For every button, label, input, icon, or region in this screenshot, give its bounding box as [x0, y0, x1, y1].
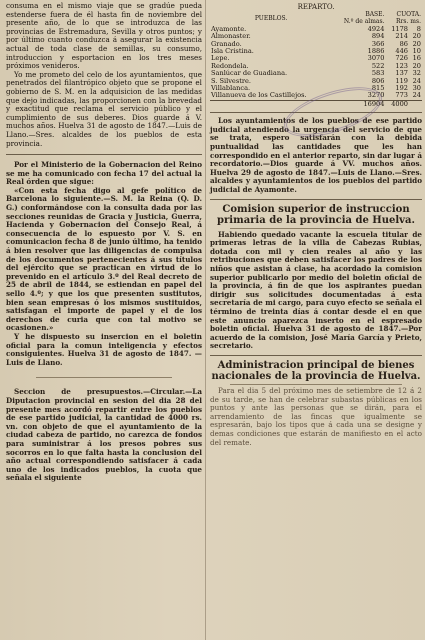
- cell-base: 806: [371, 76, 385, 85]
- cell-pueblo: Redondela.: [211, 61, 249, 70]
- cell-rrs: 86: [399, 39, 408, 48]
- cell-ms: 16: [412, 54, 421, 63]
- cell-pueblo: Villanueva de los Castillejos.: [211, 91, 307, 100]
- cell-base: 1886: [367, 47, 385, 56]
- column-divider: [205, 0, 206, 640]
- cell-pueblo: Lepe.: [211, 54, 230, 63]
- left-paragraph-6: Seccion de presupuestos.—Circular.—La Diputacion provincial en sesion del dia 28 del presente mes acordó repartir entre los pueblos de ese partido judicial, la cantidad de 4000 rs. vn. con objeto de que el ayuntamiento de la ciudad cabeza de partido, no carezca de fondos para suministrar á los presos pobres sus socorros en lo que falta hasta la conclusion del año actual correspondiendo satisfacer á cada uno de los indicados pueblos, la cuota que señala el siguiente: [6, 387, 202, 483]
- left-paragraph-2: Yo me prometo del celo de los ayuntamientos, que penetrados del filantrópico objeto que se propone el gobierno de S. M. en la adquisicion de las medidas que dejo indicadas, las proporcionen con la brevedad y exactitud que reclama el servicio público y el cumplimiento de sus deberes. Dios guarde á V. muchos años. Huelva 31 de agosto de 1847.—Luis de Llano.—Sres. alcaldes de los pueblos de esta provincia.: [6, 69, 202, 148]
- section-heading-instruccion: Comision superior de instruccion primaria de la provincia de Huelva.: [217, 203, 415, 226]
- col-cuota-sub: Rrs. ms.: [396, 18, 421, 26]
- left-paragraph-5: Y he dispuesto su insercion en el boletin oficial para la comun inteligencia y efectos consiguientes. Huelva 31 de agosto de 1847. —Luis de Llano.: [6, 331, 202, 367]
- cell-ms: 20: [412, 32, 421, 41]
- cell-ms: 30: [412, 84, 421, 93]
- section-rule: [6, 154, 202, 155]
- cell-rrs: 119: [395, 76, 408, 85]
- total-rrs: 4000: [385, 100, 409, 108]
- cell-ms: 24: [412, 91, 421, 100]
- cell-base: 522: [371, 61, 385, 70]
- cell-rrs: 773: [395, 91, 408, 100]
- cell-ms: 32: [412, 69, 421, 78]
- cell-ms: 20: [412, 39, 421, 48]
- cell-pueblo: Almonaster.: [211, 32, 251, 41]
- cell-base: 3070: [367, 54, 385, 63]
- table-row: [210, 48, 422, 55]
- short-rule: [230, 384, 402, 385]
- col-base-sub: N.º de almas.: [343, 18, 385, 26]
- reparto-table: [210, 11, 422, 108]
- table-row: [210, 33, 422, 40]
- left-paragraph-4: «Con esta fecha digo al gefe político de Barcelona lo siguiente.—S. M. la Reina (Q. D. G.) conformándose con la consulta dada por las secciones reunidas de Gracia y Justicia, Guerra, Hacienda y Gobernacion del Consejo Real, á consecuencia de lo espuesto por V. S. en comunicacion fecha 8 de junio último, ha tenido á bien resolver que las diligencias de compulsa de los documentos pertenecientes á sus títulos del ejército que se practican en virtud de lo prevenido en el artículo 3.º del Real decreto de 25 de abril de 1844, se estiendan en papel del sello 4.º; y que los que presenten sustitutos, bien sean empresas ó los mismos sustituidos, satisfagan el importe de papel y el de los derechos de curia que con tal motivo se ocasionen.»: [6, 185, 202, 333]
- left-column: [6, 0, 202, 483]
- left-paragraph-1: consuma en el mismo viaje que se gradúe pueda estenderse fuera de él hasta fin de noviembre del presente año, de lo que se introduzca de las provincias de Estremadura, Sevilla y otros puntos; y por último cuanto conduzca á asegurar la existencia actual de toda clase de semillas, su consumo, introduccion y esportacion en los tres meses próximos venideros.: [6, 1, 202, 71]
- table-title: REPARTO.: [297, 3, 335, 11]
- cell-ms: 24: [412, 76, 421, 85]
- col-base-label: BASE.: [365, 11, 385, 18]
- cell-ms: 10: [412, 47, 421, 56]
- right-column: [210, 0, 422, 447]
- section-rule: [210, 199, 422, 200]
- short-rule: [36, 377, 172, 378]
- table-header-row: [210, 11, 422, 26]
- col-pueblos: PUEBLOS.: [254, 14, 288, 22]
- col-base: [332, 11, 385, 26]
- section-heading-bienes: Administracion principal de bienes nacionales de la provincia de Huelva.: [211, 359, 421, 382]
- cell-base: 4924: [367, 24, 385, 33]
- right-paragraph-1: Los ayuntamientos de los pueblos de ese partido judicial atendiendo la urgencia del servicio de que se trata, espero satisfarán con la debida puntualidad las cantidades que les han correspondido en el anterior reparto, sin dar lugar á recordatorio.—Dios guarde á VV. muchos años. Huelva 29 de agosto de 1847.—Luis de Llano.—Sres. alcaldes y ayuntamientos de los pueblos del partido judicial de Ayamonte.: [210, 116, 422, 195]
- left-paragraph-3: Por el Ministerio de la Gobernacion del Reino se me ha comunicado con fecha 17 del actual la Real órden que sigue:: [6, 160, 202, 187]
- cell-base: 894: [371, 32, 385, 41]
- cell-base: 366: [371, 39, 385, 48]
- cell-rrs: 192: [395, 84, 408, 93]
- cell-pueblo: S. Silvestre.: [211, 76, 252, 85]
- col-cuota: [385, 11, 422, 26]
- cell-rrs: 123: [395, 61, 408, 70]
- cell-ms: 20: [412, 61, 421, 70]
- table-body: [210, 26, 422, 101]
- cell-pueblo: Sanlúcar de Guadiana.: [211, 69, 288, 78]
- cell-pueblo: Isla Cristina.: [211, 47, 254, 56]
- cell-base: 583: [371, 69, 385, 78]
- right-paragraph-3: Para el dia 5 del próximo mes de setiembre de 12 á 2 de su tarde, se han de celebrar subastas públicas en los puntos y ante las personas que se dirán, para el arrendamiento de las fincas que igualmente se espresarán, bajo los tipos que á cada una se designe y demas condiciones que estarán de manifiesto en el acto del remate.: [210, 385, 422, 447]
- cell-pueblo: Ayamonte.: [211, 24, 247, 33]
- col-cuota-label: CUOTA.: [396, 11, 421, 18]
- cell-pueblo: Villablanca.: [211, 84, 251, 93]
- cell-base: 815: [371, 84, 385, 93]
- right-paragraph-2: Habiendo quedado vacante la escuela titular de primeras letras de la villa de Cabezas Rubias, dotada con mil y cien reales al año y las retribuciones que deben satisfacer los padres de los niños que asistan á clase, ha acordado la comision superior publicarlo por medio del boletin oficial de la provincia, á fin de que los aspirantes puedan dirigir sus solicitudes documentadas á esta secretaría de mi cargo, para cuyo efecto se señala el término de treinta días á contar desde el en que este anuncio aparezca inserto en el espresado boletin oficial. Huelva 31 de agosto de 1847.—Por acuerdo de la comision, José María García y Prieto, secretario.: [210, 229, 422, 351]
- cell-rrs: 726: [395, 54, 408, 63]
- cell-rrs: 446: [395, 47, 408, 56]
- short-rule: [230, 228, 402, 229]
- total-base: 16904: [332, 100, 385, 108]
- cell-rrs: 214: [395, 32, 408, 41]
- cell-base: 3270: [367, 91, 385, 100]
- cell-rrs: 1178: [391, 24, 408, 33]
- cell-ms: 8: [416, 24, 421, 33]
- cell-rrs: 137: [395, 69, 408, 78]
- cell-pueblo: Granado.: [211, 39, 242, 48]
- section-rule: [210, 355, 422, 356]
